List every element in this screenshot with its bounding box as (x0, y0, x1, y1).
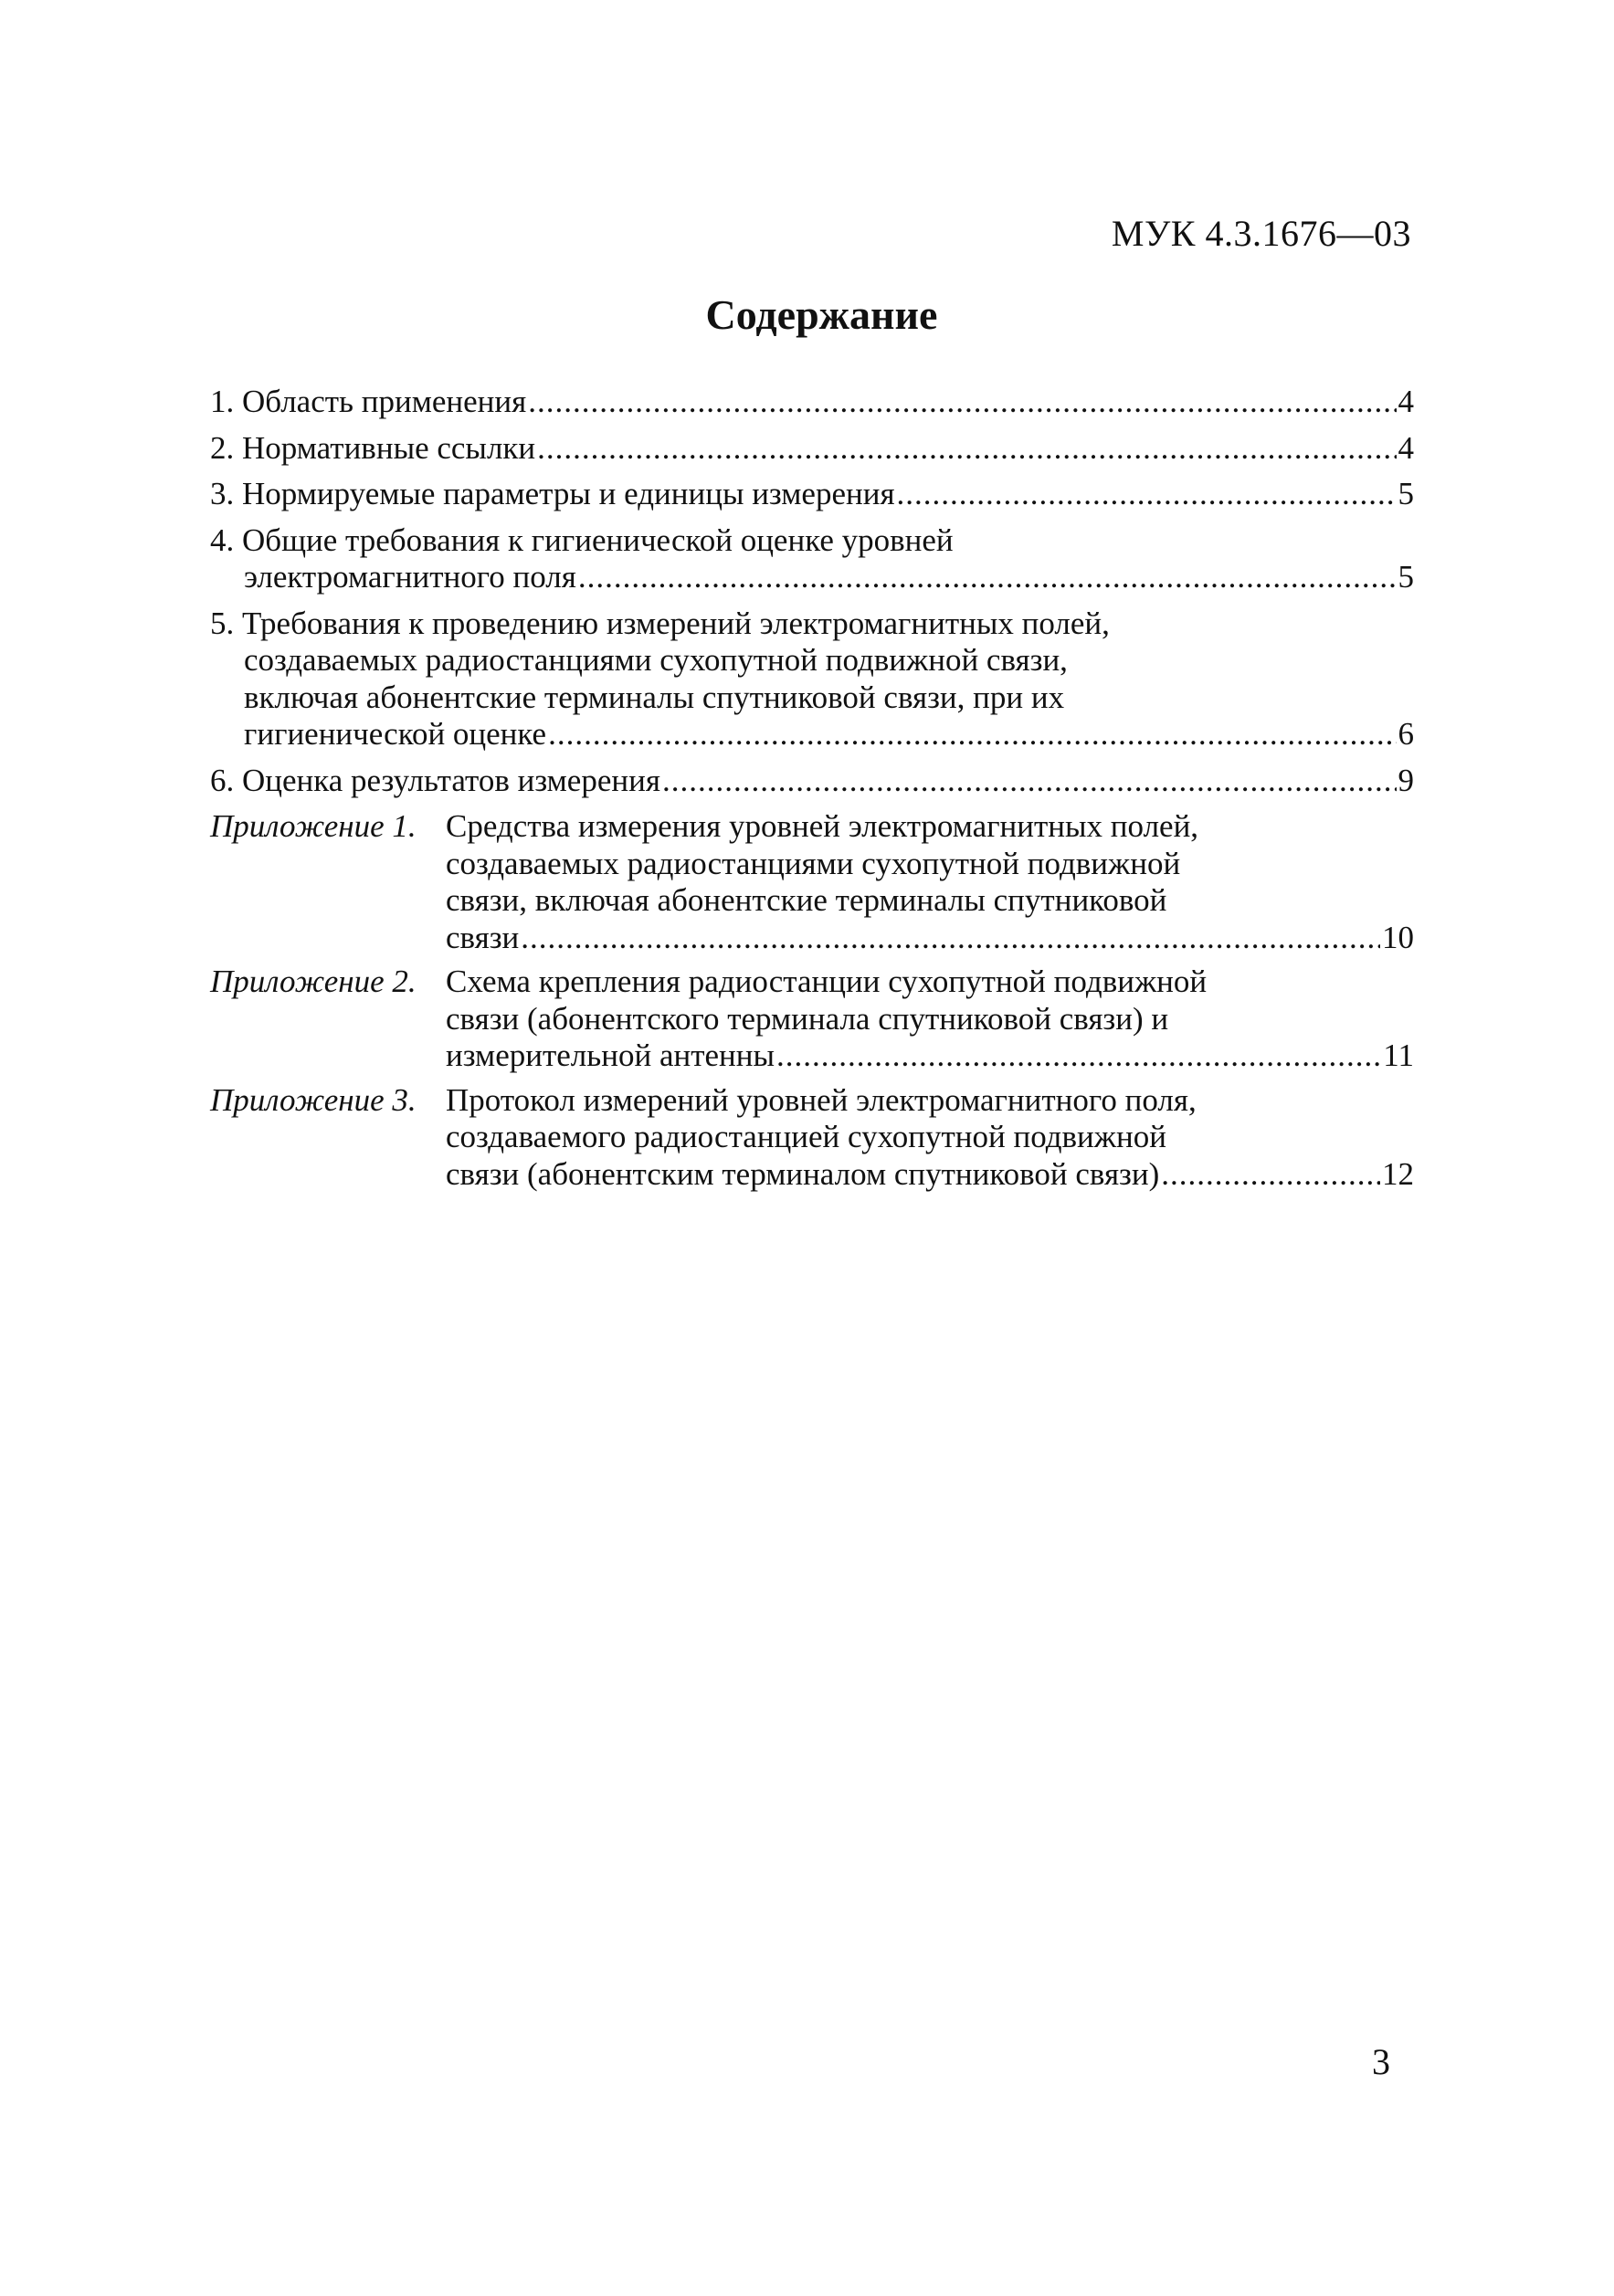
appendix-title-line: связи (абонентским терминалом спутниковой связи) (446, 1155, 1160, 1192)
appendix-title-line: создаваемого радиостанцией сухопутной подвижной (446, 1119, 1166, 1154)
toc-entry-title: 1. Область применения (210, 384, 527, 419)
appendix-body (446, 1082, 1414, 1194)
toc-entry-title: 3. Нормируемые параметры и единицы измерения (210, 476, 895, 511)
appendix-title-line: связи (абонентского терминала спутниковой связи) и (446, 1000, 1169, 1037)
document-code: МУК 4.3.1676—03 (1111, 213, 1411, 254)
dot-leader (578, 559, 1397, 596)
appendix-title-line: связи, включая абонентские терминалы спутниковой (446, 882, 1167, 918)
page-number: 3 (1372, 2041, 1390, 2082)
appendix-page: 11 (1383, 1037, 1414, 1073)
toc-entry-page: 9 (1398, 762, 1414, 798)
toc-title: Содержание (705, 291, 938, 338)
appendix-title-line: Средства измерения уровней электромагнитных полей, (446, 808, 1199, 844)
dot-leader (537, 430, 1396, 468)
toc-entry-6[interactable] (210, 763, 1414, 800)
appendix-title-line: Схема крепления радиостанции сухопутной подвижной (446, 964, 1208, 999)
toc-entry-page: 4 (1398, 429, 1414, 466)
toc-entry-2[interactable] (210, 430, 1414, 468)
toc-entry-page: 4 (1398, 384, 1414, 419)
toc-entry-5[interactable] (210, 606, 1414, 753)
toc-appendix-3[interactable] (210, 1082, 1414, 1194)
appendix-page: 12 (1382, 1155, 1414, 1192)
appendix-title-line: создаваемых радиостанциями сухопутной подвижной (446, 845, 1181, 881)
appendix-body (446, 808, 1414, 956)
appendix-page: 10 (1382, 919, 1414, 955)
toc-entry-title-line: 4. Общие требования к гигиенической оценке уровней (210, 521, 954, 558)
toc-entry-page: 5 (1398, 476, 1414, 511)
toc-appendix-2[interactable] (210, 964, 1414, 1075)
toc-entry-3[interactable] (210, 476, 1414, 513)
appendix-label: Приложение 3. (210, 1081, 417, 1118)
toc-entry-title-line: создаваемых радиостанциями сухопутной подвижной связи, (244, 642, 1068, 678)
toc-entry-title: 2. Нормативные ссылки (210, 429, 536, 466)
toc-appendix-1[interactable] (210, 808, 1414, 956)
dot-leader (776, 1037, 1381, 1075)
toc-entry-4[interactable] (210, 522, 1414, 596)
toc-entry-1[interactable] (210, 384, 1414, 421)
dot-leader (548, 716, 1396, 753)
toc-entry-page: 5 (1398, 559, 1414, 595)
dot-leader (528, 384, 1396, 421)
dot-leader (662, 763, 1397, 800)
appendix-title-line: измерительной антенны (446, 1037, 775, 1073)
toc-entry-title-line: гигиенической оценке (244, 716, 547, 752)
table-of-contents (210, 384, 1414, 1200)
appendix-body (446, 964, 1414, 1075)
dot-leader (1161, 1156, 1380, 1194)
toc-entry-page: 6 (1398, 716, 1414, 752)
dot-leader (897, 476, 1397, 513)
toc-entry-title-line: 5. Требования к проведению измерений электромагнитных полей, (210, 605, 1110, 641)
toc-entry-title-line: электромагнитного поля (244, 559, 576, 595)
appendix-title-line: связи (446, 919, 520, 955)
dot-leader (521, 920, 1380, 957)
toc-entry-title-line: включая абонентские терминалы спутниковой связи, при их (244, 679, 1065, 715)
appendix-label: Приложение 1. (210, 808, 417, 844)
appendix-title-line: Протокол измерений уровней электромагнитного поля, (446, 1081, 1197, 1118)
appendix-label: Приложение 2. (210, 964, 417, 999)
toc-entry-title: 6. Оценка результатов измерения (210, 762, 660, 798)
